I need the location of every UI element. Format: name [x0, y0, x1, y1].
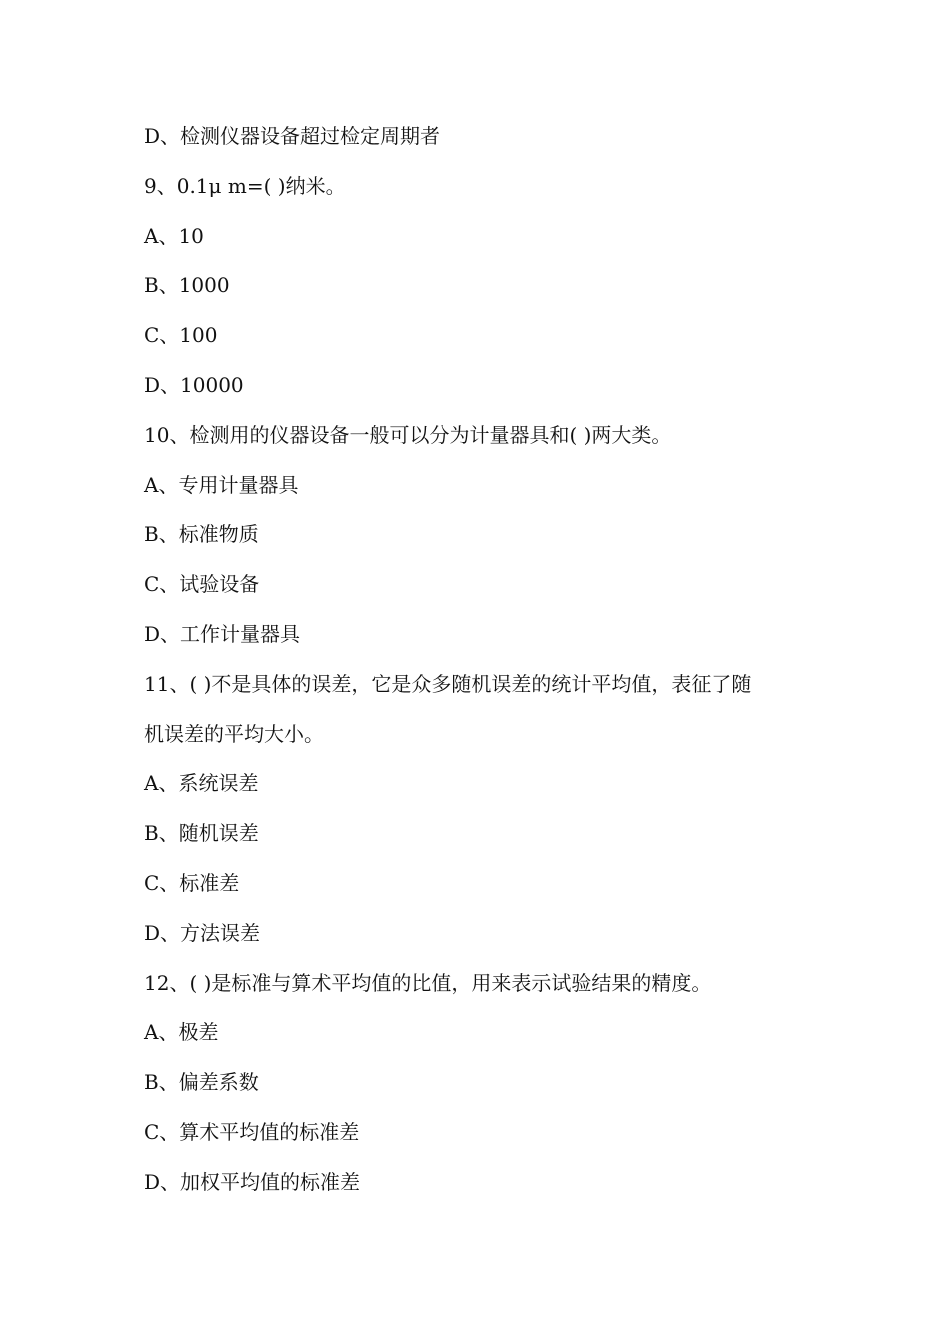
option-line: B、标准物质 [144, 522, 259, 547]
question-line: 10、检测用的仪器设备一般可以分为计量器具和( )两大类。 [144, 422, 672, 447]
option-line: B、1000 [144, 273, 230, 298]
option-line: C、100 [144, 323, 218, 348]
option-line: A、专用计量器具 [144, 472, 299, 497]
option-line: B、偏差系数 [144, 1070, 259, 1095]
question-line: 9、0.1μ m=( )纳米。 [144, 173, 346, 198]
option-line: D、检测仪器设备超过检定周期者 [144, 124, 441, 148]
option-line: D、加权平均值的标准差 [144, 1169, 361, 1194]
option-line: C、算术平均值的标准差 [144, 1119, 360, 1144]
option-line: C、标准差 [144, 870, 240, 895]
option-line: D、工作计量器具 [144, 621, 301, 646]
question-content [144, 116, 814, 1212]
option-line: D、方法误差 [144, 920, 261, 945]
option-line: A、极差 [144, 1020, 219, 1045]
option-line: D、10000 [144, 372, 244, 397]
option-line: C、试验设备 [144, 572, 260, 597]
question-line-continuation: 机误差的平均大小。 [144, 721, 324, 746]
option-line: A、系统误差 [144, 771, 259, 796]
option-line: B、随机误差 [144, 821, 259, 846]
question-line: 11、( )不是具体的误差，它是众多随机误差的统计平均值，表征了随 [144, 671, 752, 696]
question-line: 12、( )是标准与算术平均值的比值，用来表示试验结果的精度。 [144, 970, 712, 995]
option-line: A、10 [144, 223, 204, 248]
